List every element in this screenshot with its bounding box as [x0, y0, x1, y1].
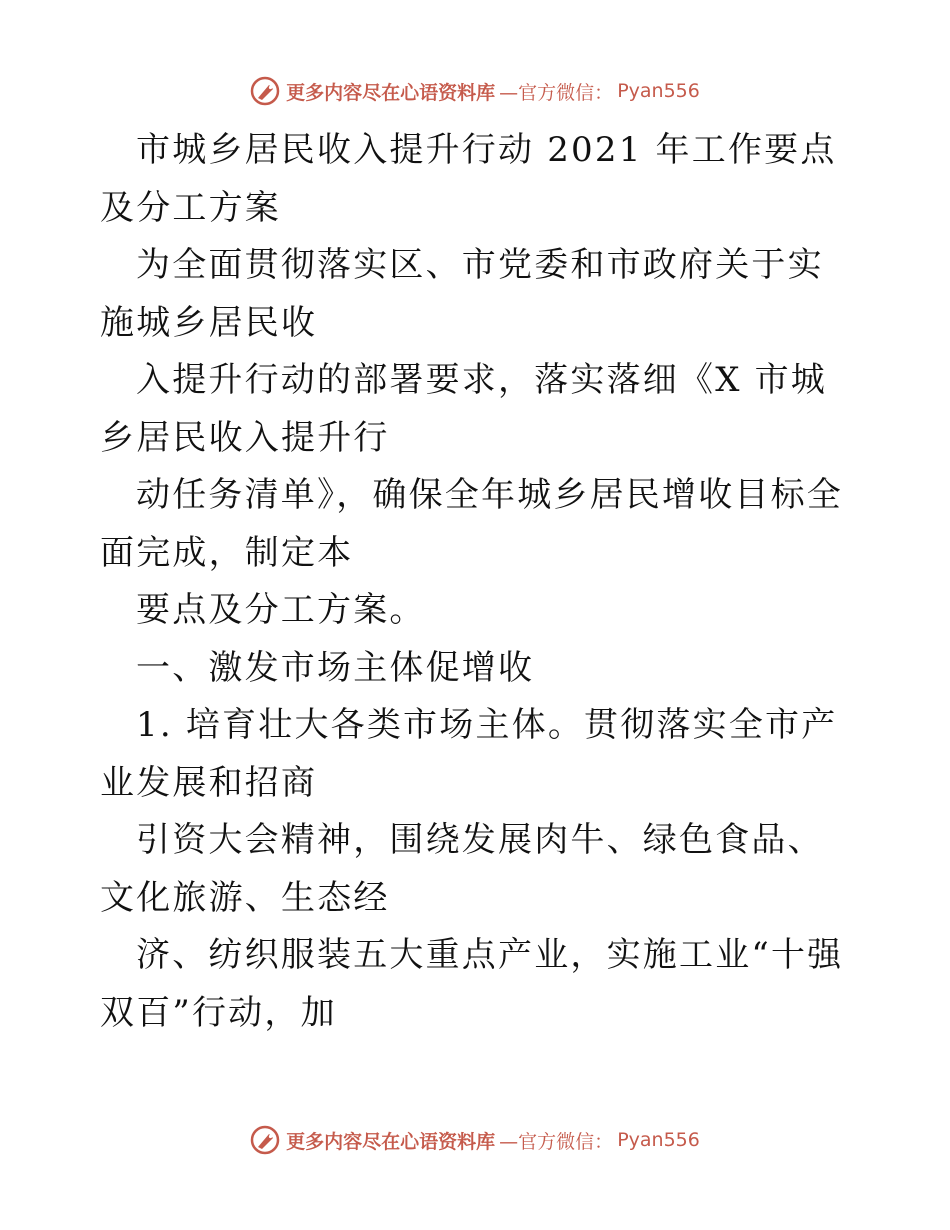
paragraph: 要点及分工方案。: [136, 590, 426, 630]
section-heading: 一、激发市场主体促增收: [136, 647, 535, 688]
paragraph: 为全面贯彻落实区、市党委和市政府关于实施城乡居民收: [100, 245, 824, 343]
footer-watermark: [0, 1122, 950, 1158]
watermark-text: 更多内容尽在心语资料库: [286, 81, 496, 104]
document-title: 市城乡居民收入提升行动 2021 年工作要点及分工方案: [100, 130, 837, 228]
paragraph: 济、纺织服装五大重点产业，实施工业“十强双百”行动，加: [100, 935, 844, 1033]
pen-nib-icon: [250, 1125, 280, 1155]
watermark-separator: —官方微信：: [499, 81, 614, 104]
paragraph: 引资大会精神，围绕发展肉牛、绿色食品、文化旅游、生态经: [100, 820, 824, 918]
watermark-wechat-id: Pyan556: [617, 1129, 700, 1151]
watermark-separator: —官方微信：: [499, 1130, 614, 1153]
document-body: [100, 122, 852, 1042]
header-watermark: [0, 74, 950, 108]
watermark-text: 更多内容尽在心语资料库: [286, 1130, 496, 1153]
paragraph: 动任务清单》，确保全年城乡居民增收目标全面完成，制定本: [100, 475, 843, 573]
pen-nib-icon: [250, 76, 280, 106]
paragraph: 入提升行动的部署要求，落实落细《X 市城乡居民收入提升行: [100, 360, 828, 458]
watermark-wechat-id: Pyan556: [617, 80, 700, 102]
paragraph: 1. 培育壮大各类市场主体。贯彻落实全市产业发展和招商: [100, 705, 838, 803]
